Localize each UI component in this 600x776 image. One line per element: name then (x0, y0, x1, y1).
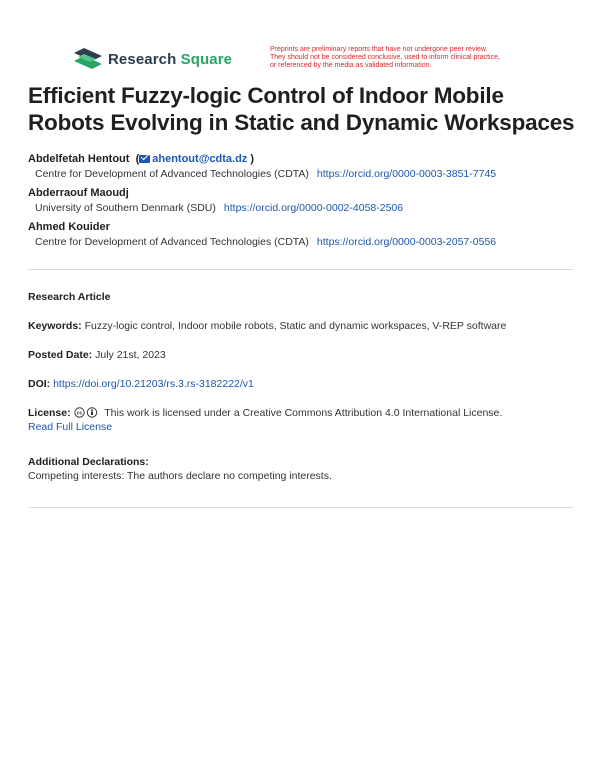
orcid-link[interactable]: https://orcid.org/0000-0003-3851-7745 (316, 168, 497, 180)
svg-text:cc: cc (76, 410, 82, 417)
posted-date-value: July 21st, 2023 (95, 349, 166, 361)
envelope-icon (139, 155, 150, 163)
orcid-link[interactable]: https://orcid.org/0000-0003-2057-0556 (316, 236, 497, 248)
author-affiliation: Centre for Development of Advanced Technologies (CDTA) https://orcid.org/0000-0003-3851-7745 (35, 168, 497, 180)
doi-link[interactable]: https://doi.org/10.21203/rs.3.rs-3182222/v1 (53, 378, 254, 390)
divider (28, 269, 573, 270)
author-affiliation: Centre for Development of Advanced Technologies (CDTA) https://orcid.org/0000-0003-2057-0556 (35, 236, 497, 248)
article-type: Research Article (28, 291, 111, 303)
keywords-value: Fuzzy-logic control, Indoor mobile robots, Static and dynamic workspaces, V-REP software (84, 320, 507, 332)
research-square-logo[interactable] (74, 48, 232, 70)
author-name: Abderraouf Maoudj (28, 187, 129, 199)
research-square-logo-icon (74, 48, 102, 70)
license-row (28, 406, 578, 434)
declarations-label: Additional Declarations: (28, 456, 149, 468)
declarations-row (28, 455, 578, 483)
notice-line: or referenced by the media as validated information. (270, 62, 432, 69)
keywords-label: Keywords: (28, 320, 82, 332)
orcid-link[interactable]: https://orcid.org/0000-0002-4058-2506 (223, 202, 404, 214)
article-title (28, 82, 578, 136)
page-header (74, 44, 574, 78)
posted-date-label: Posted Date: (28, 349, 93, 361)
preprint-notice (270, 46, 540, 70)
doi-row (28, 377, 578, 391)
license-text: This work is licensed under a Creative Commons Attribution 4.0 International License. (104, 407, 503, 419)
declarations-text: Competing interests: The authors declare no competing interests. (28, 470, 332, 482)
divider (28, 507, 573, 508)
author-name: Ahmed Kouider (28, 221, 110, 233)
notice-line: Preprints are preliminary reports that have not undergone peer review. (270, 46, 488, 53)
doi-label: DOI: (28, 378, 51, 390)
title-line-2: Robots Evolving in Static and Dynamic Workspaces (28, 110, 575, 135)
author-name: Abdelfetah Hentout ( ahentout@cdta.dz ) (28, 153, 255, 165)
author-email-link[interactable]: ahentout@cdta.dz (152, 153, 248, 165)
posted-date-row (28, 348, 578, 362)
logo-wordmark: Research Square (108, 50, 233, 68)
read-full-license-link[interactable]: Read Full License (28, 421, 113, 433)
creative-commons-icon (74, 407, 100, 418)
keywords-row (28, 319, 578, 333)
title-line-1: Efficient Fuzzy-logic Control of Indoor Mobile (28, 83, 504, 108)
author-affiliation: University of Southern Denmark (SDU) https://orcid.org/0000-0002-4058-2506 (35, 202, 404, 214)
license-label: License: (28, 407, 71, 419)
author-list (28, 152, 578, 254)
notice-line: They should not be considered conclusive, used to inform clinical practice, (270, 54, 500, 61)
